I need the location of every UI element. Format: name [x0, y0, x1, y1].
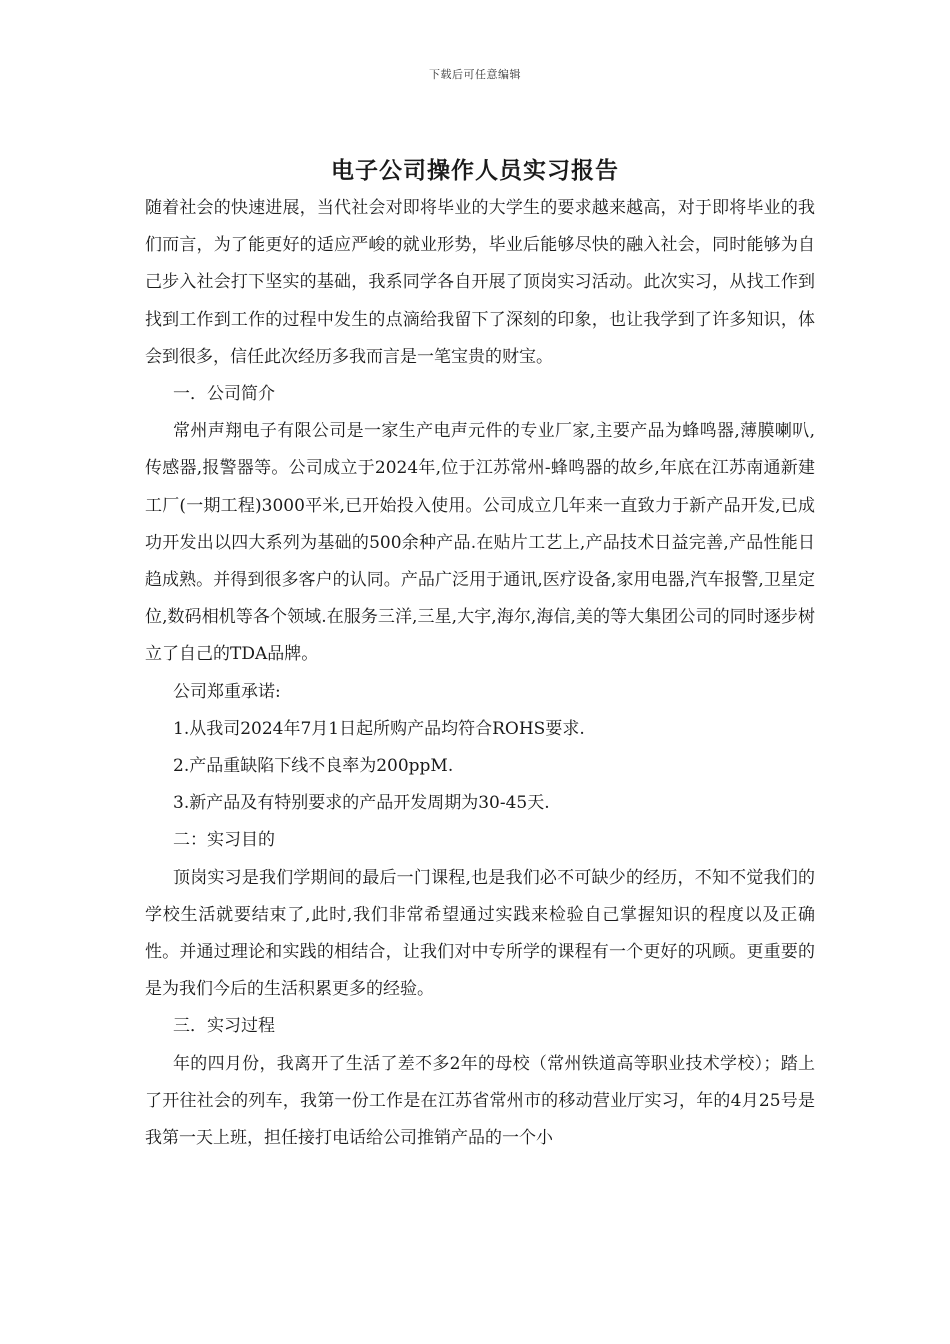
document-body — [145, 190, 815, 1157]
intro-paragraph: 随着社会的快速进展，当代社会对即将毕业的大学生的要求越来越高，对于即将毕业的我们而言，为了能更好的适应严峻的就业形势，毕业后能够尽快的融入社会，同时能够为自己步入社会打下坚实的基础，我系同学各自开展了顶岗实习活动。此次实习，从找工作到找到工作到工作的过程中发生的点滴给我留下了深刻的印象，也让我学到了许多知识，体会到很多，信任此次经历多我而言是一笔宝贵的财宝。 — [145, 198, 815, 367]
section-heading-purpose: 二：实习目的 — [173, 830, 275, 851]
purpose-paragraph: 顶岗实习是我们学期间的最后一门课程,也是我们必不可缺少的经历，不知不觉我们的学校生活就要结束了,此时,我们非常希望通过实践来检验自己掌握知识的程度以及正确性。并通过理论和实践的相结合，让我们对中专所学的课程有一个更好的巩顾。更重要的是为我们今后的生活积累更多的经验。 — [145, 867, 815, 1000]
commitment-item: 1.从我司2024年7月1日起所购产品均符合ROHS要求. — [173, 718, 585, 739]
section-heading-company-intro: 一．公司简介 — [173, 384, 275, 405]
document-title: 电子公司操作人员实习报告 — [331, 157, 619, 184]
section-heading-process: 三．实习过程 — [173, 1016, 275, 1037]
commitment-item: 3.新产品及有特别要求的产品开发周期为30-45天. — [173, 793, 550, 814]
header-note: 下载后可任意编辑 — [429, 68, 521, 81]
process-paragraph: 年的四月份，我离开了生活了差不多2年的母校（常州铁道高等职业技术学校）；踏上了开往社会的列车，我第一份工作是在江苏省常州市的移动营业厅实习，年的4月25号是我第一天上班，担任接打电话给公司推销产品的一个小 — [145, 1053, 815, 1149]
company-intro-paragraph: 常州声翔电子有限公司是一家生产电声元件的专业厂家,主要产品为蜂鸣器,薄膜喇叭,传感器,报警器等。公司成立于2024年,位于江苏常州-蜂鸣器的故乡,年底在江苏南通新建工厂(一期工程)3000平米,已开始投入使用。公司成立几年来一直致力于新产品开发,已成功开发出以四大系列为基础的500余种产品.在贴片工艺上,产品技术日益完善,产品性能日趋成熟。并得到很多客户的认同。产品广泛用于通讯,医疗设备,家用电器,汽车报警,卫星定位,数码相机等各个领域.在服务三洋,三星,大宇,海尔,海信,美的等大集团公司的同时逐步树立了自己的TDA品牌。 — [145, 421, 815, 665]
commitment-item: 2.产品重缺陷下线不良率为200ppM. — [173, 756, 454, 777]
commitment-heading: 公司郑重承诺: — [173, 681, 281, 702]
